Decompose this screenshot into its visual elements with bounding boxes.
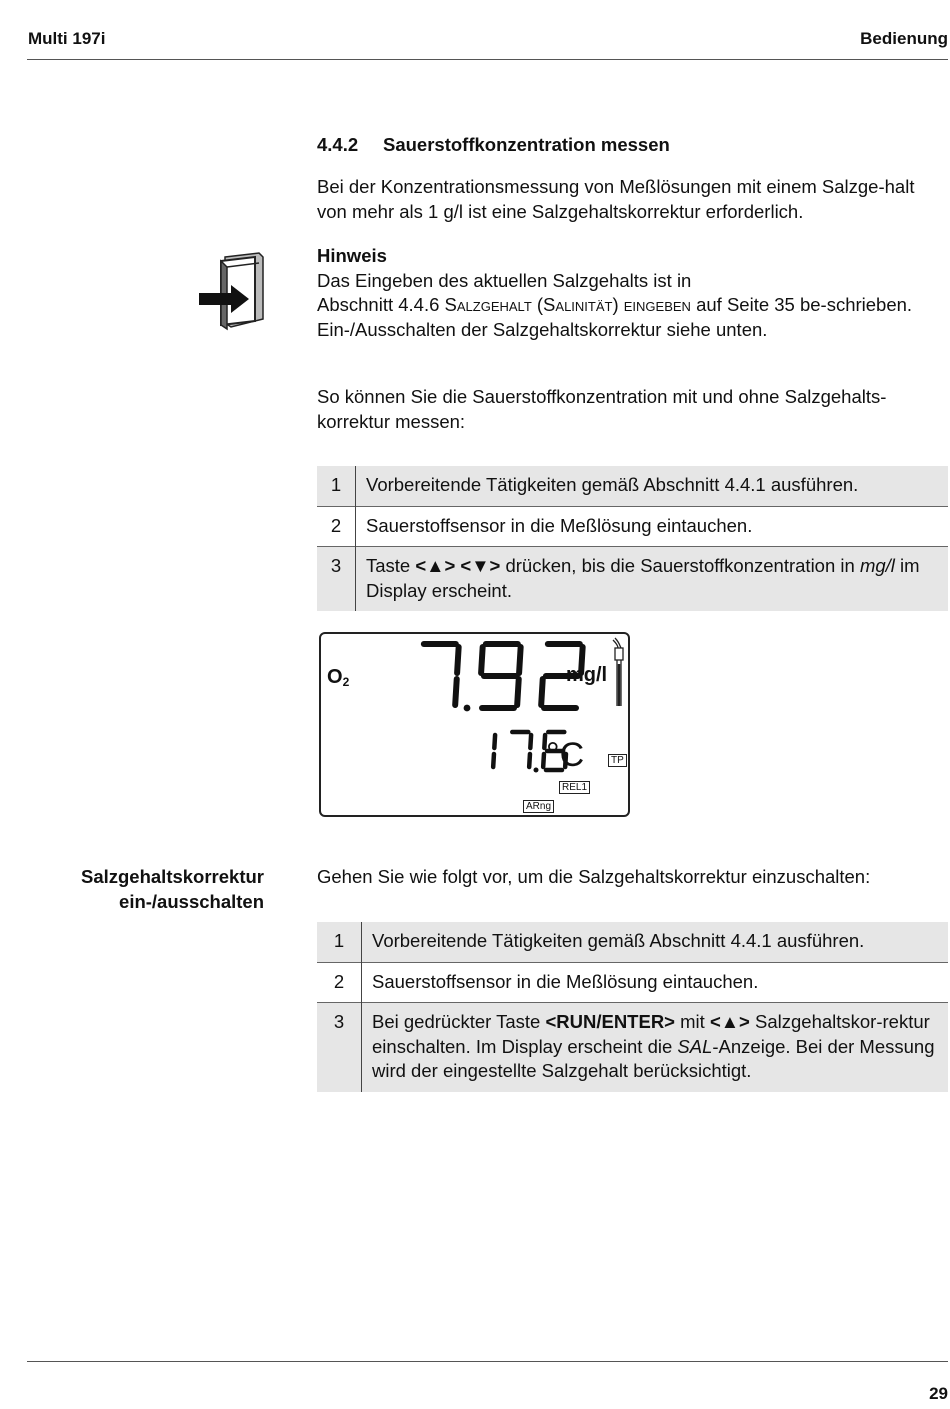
sal-indicator-text: SAL bbox=[677, 1035, 713, 1057]
salinity-paragraph: Gehen Sie wie folgt vor, um die Salzgehaltskorrektur einzuschalten: bbox=[317, 866, 871, 887]
section-reference: Salzgehalt (Salinität) eingeben bbox=[444, 294, 691, 315]
table-row bbox=[317, 1003, 948, 1092]
lcd-display bbox=[319, 632, 630, 817]
run-enter-key-label: <RUN/ENTER> bbox=[545, 1011, 675, 1032]
up-key-label: <▲> bbox=[415, 555, 456, 576]
measure-steps-table bbox=[317, 466, 948, 611]
section-number: 4.4.2 bbox=[317, 134, 359, 155]
lcd-digit-segment bbox=[517, 679, 519, 705]
lcd-digit-segment bbox=[481, 647, 483, 673]
table-row bbox=[317, 962, 948, 1003]
step-text: Bei gedrückter Taste <RUN/ENTER> mit <▲> Salzgehaltskor-rektur einschalten. Im Display erscheint die SAL-Anzeige. Bei der Messung wird der eingestellte Salzgehalt berücksichtigt. bbox=[362, 1003, 949, 1092]
unit-mgl: mg/l bbox=[859, 555, 895, 576]
manual-book-arrow-icon bbox=[197, 251, 267, 331]
probe-icon bbox=[613, 638, 623, 706]
step-number: 3 bbox=[317, 1003, 362, 1092]
lcd-decimal-point bbox=[464, 705, 471, 712]
lcd-parameter-label: $O_2$ bbox=[327, 666, 350, 689]
lcd-digit-segment bbox=[455, 679, 457, 705]
lcd-digit-segment bbox=[457, 647, 459, 673]
footer-rule bbox=[27, 1361, 948, 1362]
hint-line-2: Abschnitt 4.4.6 Salzgehalt (Salinität) eingeben auf Seite 35 be-schrieben. bbox=[317, 294, 913, 315]
lcd-digit-segment bbox=[493, 754, 494, 767]
table-row bbox=[317, 922, 948, 962]
intro-paragraph: Bei der Konzentrationsmessung von Meßlösungen mit einem Salzge-halt von mehr als 1 g/l ist eine Salzgehaltskorrektur erforderlich. bbox=[317, 176, 915, 222]
step-number: 1 bbox=[317, 466, 356, 506]
lcd-tp-flag: TP bbox=[608, 754, 627, 767]
table-row bbox=[317, 466, 948, 506]
step-text: Vorbereitende Tätigkeiten gemäß Abschnitt 4.4.1 ausführen. bbox=[362, 922, 949, 962]
hint-line-3: Ein-/Ausschalten der Salzgehaltskorrektur siehe unten. bbox=[317, 318, 768, 340]
lcd-digit-segment bbox=[494, 735, 495, 748]
step-text: Taste <▲> <▼> drücken, bis die Sauerstoffkonzentration in mg/l im Display erscheint. bbox=[356, 547, 949, 612]
up-key-label: <▲> bbox=[709, 1011, 750, 1032]
table-row bbox=[317, 506, 948, 547]
step-number: 2 bbox=[317, 962, 362, 1003]
lcd-arng-flag: ARng bbox=[523, 800, 554, 813]
lcd-digit-segment bbox=[519, 647, 521, 673]
lcd-rel1-flag: REL1 bbox=[559, 781, 590, 794]
hint-block bbox=[317, 244, 947, 342]
lcd-main-unit: mg/l bbox=[566, 664, 608, 686]
down-key-label: <▼> bbox=[460, 555, 501, 576]
running-header-product: Multi 197i bbox=[28, 29, 106, 48]
step-text: Sauerstoffsensor in die Meßlösung eintauchen. bbox=[362, 962, 949, 1003]
step-number: 2 bbox=[317, 506, 356, 547]
side-heading: Salzgehaltskorrektur ein-/ausschalten bbox=[80, 866, 264, 912]
lcd-digit-segment bbox=[544, 735, 545, 748]
lcd-digit-segment bbox=[541, 679, 543, 705]
salinity-steps-table bbox=[317, 922, 948, 1092]
lcd-digit-segment bbox=[543, 754, 544, 767]
lcd-digit-segment bbox=[530, 735, 531, 748]
step-text: Vorbereitende Tätigkeiten gemäß Abschnitt 4.4.1 ausführen. bbox=[356, 466, 949, 506]
hint-line-1: Das Eingeben des aktuellen Salzgehalts ist in bbox=[317, 269, 692, 291]
lcd-temp-unit: °C bbox=[546, 736, 585, 774]
lcd-digit-segment bbox=[529, 754, 530, 767]
measure-paragraph: So können Sie die Sauerstoffkonzentration mit und ohne Salzgehalts-korrektur messen: bbox=[317, 386, 887, 432]
step-number: 1 bbox=[317, 922, 362, 962]
section-heading bbox=[317, 133, 947, 158]
section-title: Sauerstoffkonzentration messen bbox=[383, 134, 670, 155]
running-header-chapter: Bedienung bbox=[860, 29, 948, 48]
step-number: 3 bbox=[317, 547, 356, 612]
hint-title: Hinweis bbox=[317, 245, 387, 266]
page-number: 29 bbox=[929, 1384, 948, 1403]
step-text: Sauerstoffsensor in die Meßlösung eintauchen. bbox=[356, 506, 949, 547]
header-rule bbox=[27, 59, 948, 60]
table-row bbox=[317, 547, 948, 612]
lcd-decimal-point bbox=[534, 768, 539, 773]
